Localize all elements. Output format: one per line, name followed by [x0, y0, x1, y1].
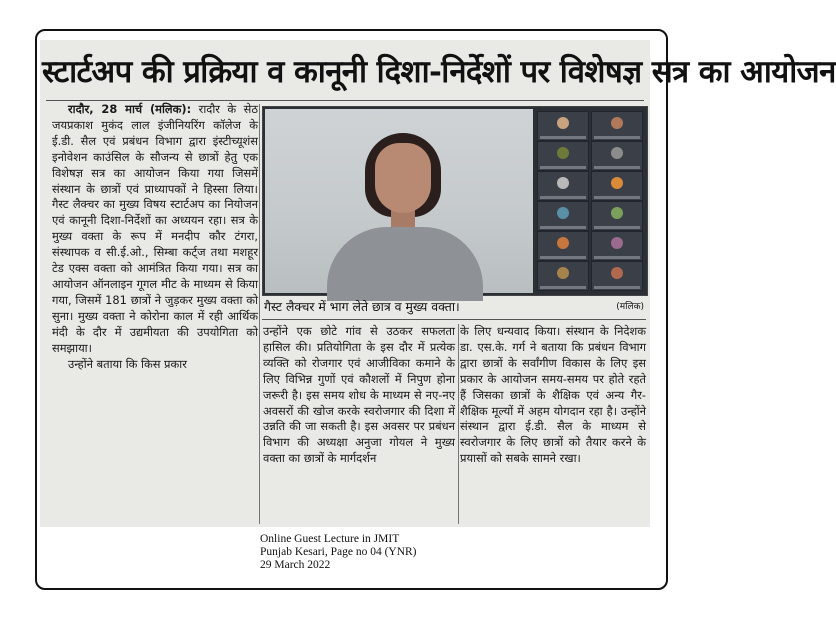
- article-column-2: [263, 324, 455, 467]
- participant-tile: [537, 261, 589, 291]
- participant-tile: [591, 171, 643, 201]
- headline-rule: [46, 100, 644, 101]
- participant-tile: [537, 171, 589, 201]
- newspaper-clipping: [40, 40, 836, 527]
- participant-tile: [537, 141, 589, 171]
- speaker-video: [265, 109, 533, 293]
- source-line-3: 29 March 2022: [260, 559, 331, 571]
- participant-tile: [537, 201, 589, 231]
- source-line-2: Punjab Kesari, Page no 04 (YNR): [260, 546, 417, 558]
- caption-rule: [262, 319, 646, 320]
- source-note: [260, 533, 500, 572]
- column-2-paragraph-1: उन्होंने एक छोटे गांव से उठकर सफलता हासिल की। प्रतियोगिता के इस दौर में प्रत्येक व्यक्ति को रोजगार एवं आजीविका कमाने के लिए विभिन्न गुणों एवं कौशलों में निपुण होना जरूरी है। इस समय शोध के माध्यम से नए-नए अवसरों की खोज करके स्वरोजगार की दिशा में उन्नति की जा सकती है। इस अवसर पर प्रबंधन विभाग की अध्यक्षा अनुजा गोयल ने मुख्य वक्ता का छात्रों के मार्गदर्शन: [263, 324, 455, 466]
- article-column-1: [52, 102, 258, 372]
- article-column-3: [460, 324, 646, 467]
- photo-video-call: [262, 106, 648, 296]
- participant-tile: [591, 201, 643, 231]
- participant-tile: [537, 111, 589, 141]
- headline: स्टार्टअप की प्रक्रिया व कानूनी दिशा-निर्देशों पर विशेषज्ञ सत्र का आयोजन: [42, 54, 836, 90]
- participant-tile: [591, 111, 643, 141]
- column-1-paragraph-2: उन्होंने बताया कि किस प्रकार: [68, 356, 187, 371]
- column-divider-2: [458, 324, 459, 524]
- participant-tile: [591, 141, 643, 171]
- column-divider-1: [259, 104, 260, 524]
- column-1-paragraph-1: रादौर के सेठ जयप्रकाश मुकंद लाल इंजीनियरिंग कॉलेज के ई.डी. सैल एवं प्रबंधन विभाग द्वारा इंस्टीच्यूशंस इनोवेशन काउंसिल के सौजन्य से छात्रों हेतु एक विशेषज्ञ सत्र का आयोजन किया गया जिसमें संस्थान के छात्रों एवं प्राध्यापकों ने हिस्सा लिया। गैस्ट लैक्चर का मुख्य विषय स्टार्टअप का नियोजन एवं कानूनी दिशा-निर्देशों का अध्ययन रहा। सत्र के मुख्य वक्ता के रूप में मनदीप कौर टंगरा, संस्थापक व सी.ई.ओ., सिम्बा कर्ट्ज तथा मशहूर टेड एक्स वक्ता को आमंत्रित किया गया। सत्र का आयोजन ऑनलाइन गूगल मीट के माध्यम से किया गया, जिसमें 181 छात्रों ने जुड़कर मुख्य वक्ता को सुना। मुख्य वक्ता ने कोरोना काल में रही आर्थिक मंदी के दौर में उद्यमीयता की उपयोगिता को समझाया।: [52, 102, 258, 355]
- speaker-face: [375, 143, 431, 213]
- participant-grid: [537, 111, 643, 291]
- column-3-paragraph-1: के लिए धन्यवाद किया। संस्थान के निदेशक डा. एस.के. गर्ग ने बताया कि प्रबंधन विभाग द्वारा छात्रों के सर्वांगीण विकास के लिए इस प्रकार के आयोजन समय-समय पर होते रहते हैं जिसका छात्रों के शैक्षिक एवं अन्य गैर-शैक्षिक मूल्यों में अहम योगदान रहा है। उन्होंने संस्थान द्वारा ई.डी. सैल के माध्यम से स्वरोजगार के लिए छात्रों को तैयार करने के प्रयासों को सबके सामने रखा।: [460, 324, 646, 466]
- photo-caption: [264, 298, 644, 316]
- photo-credit: (मलिक): [616, 302, 644, 312]
- dateline: रादौर, 28 मार्च (मलिक):: [68, 102, 192, 116]
- participant-tile: [591, 231, 643, 261]
- participant-tile: [591, 261, 643, 291]
- source-line-1: Online Guest Lecture in JMIT: [260, 533, 400, 545]
- participant-tile: [537, 231, 589, 261]
- caption-text: गैस्ट लैक्चर में भाग लेते छात्र व मुख्य वक्ता।: [264, 299, 460, 314]
